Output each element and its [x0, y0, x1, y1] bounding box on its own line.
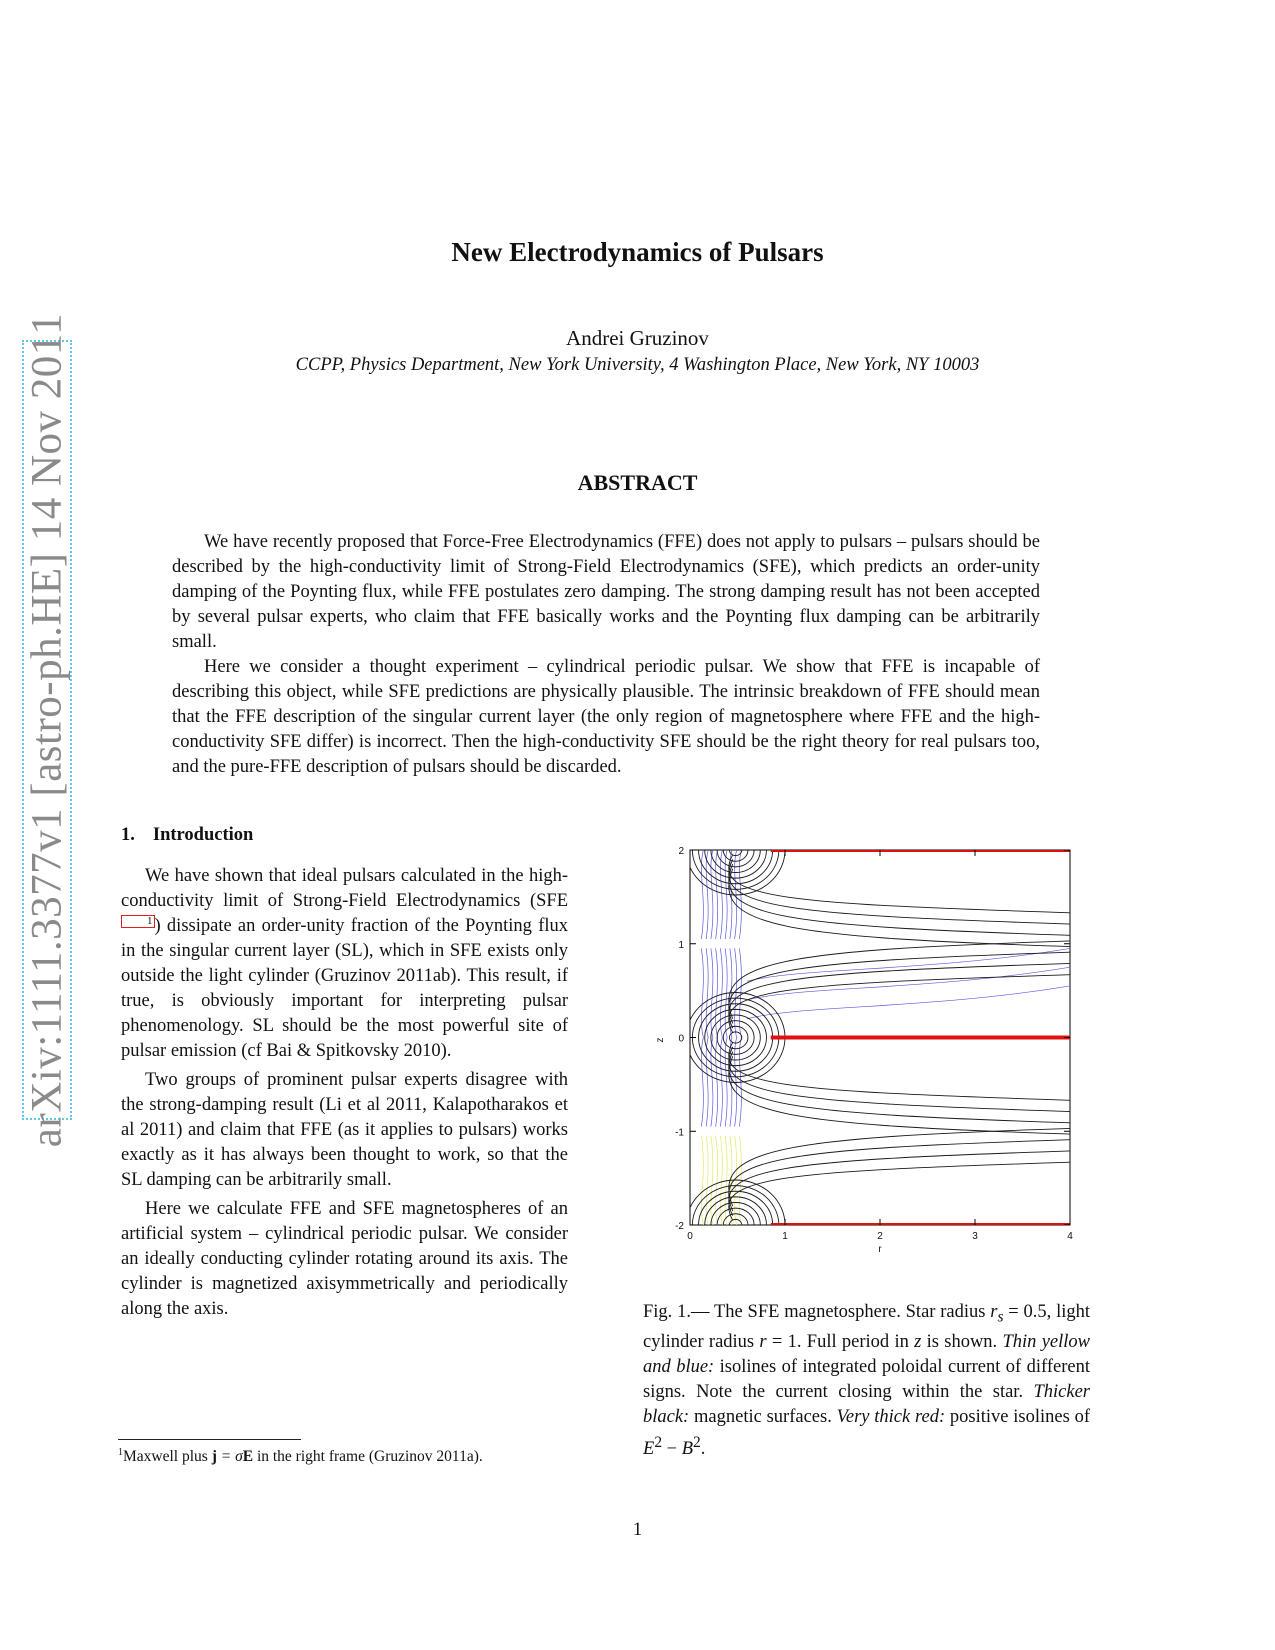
figure-caption — [643, 1300, 1090, 1462]
abstract-paragraph: We have recently proposed that Force-Free Electrodynamics (FFE) does not apply to pulsars – pulsars should be described by the high-conductivity limit of Strong-Field Electrodynamics (SFE), which predicts an order-unity damping of the Poynting flux, while FFE postulates zero damping. The strong damping result has not been accepted by several pulsar experts, who claim that FFE basically works and the Poynting flux damping can be arbitrarily small. — [172, 532, 1040, 652]
intro-paragraph — [121, 864, 568, 1064]
current-isoline — [747, 1244, 1070, 1260]
x-tick-label: 2 — [877, 1231, 883, 1242]
abstract-body — [172, 530, 1040, 780]
y-axis-label: z — [655, 1037, 666, 1043]
caption-text: magnetic surfaces. — [689, 1406, 837, 1427]
magnetic-surface — [729, 1230, 1070, 1260]
arxiv-stamp-text: arXiv:1111.3377v1 [astro-ph.HE] 14 Nov 2011 — [23, 312, 71, 1148]
footnote-text: in the right frame (Gruzinov 2011a). — [253, 1448, 483, 1466]
caption-math: 2 — [693, 1433, 701, 1451]
footnote — [118, 1447, 483, 1466]
section-title: Introduction — [152, 825, 254, 845]
caption-math: 2 — [654, 1433, 663, 1451]
caption-text: positive isolines of — [945, 1406, 1090, 1427]
x-tick-label: 0 — [687, 1231, 693, 1242]
magnetic-surface — [729, 840, 1070, 845]
paper-title: New Electrodynamics of Pulsars — [451, 237, 824, 267]
caption-math: s — [997, 1308, 1004, 1326]
section-heading — [121, 825, 253, 846]
y-tick-label: 1 — [678, 939, 684, 951]
caption-text: = 1. Full period in — [766, 1331, 915, 1352]
caption-italic: Thicker black: — [643, 1381, 1090, 1427]
author-affiliation: CCPP, Physics Department, New York University, 4 Washington Place, New York, NY 10003 — [295, 355, 980, 375]
caption-text: − — [662, 1438, 682, 1459]
section-number: 1. — [121, 825, 135, 845]
caption-text: . — [700, 1438, 706, 1459]
footnote-symbol: j — [211, 1448, 217, 1466]
caption-italic: Very thick red: — [836, 1406, 946, 1427]
magnetic-surface — [729, 840, 1070, 841]
magnetic-surface — [729, 1234, 1070, 1260]
page-number: 1 — [632, 1520, 643, 1540]
y-tick-label: -1 — [675, 1127, 684, 1139]
y-tick-label: 0 — [678, 1033, 684, 1045]
footnote-symbol: = σ — [216, 1448, 243, 1466]
footnote-mark: 1 — [118, 1447, 123, 1458]
caption-text: isolines of integrated poloidal current of different signs. Note the current closing within the star. — [643, 1356, 1091, 1402]
caption-text: The SFE magnetosphere. Star radius — [709, 1302, 991, 1322]
intro-body — [121, 864, 568, 1326]
x-axis-label: r — [878, 1244, 882, 1255]
magnetosphere-plot — [650, 840, 1090, 1260]
caption-math: z — [914, 1331, 922, 1352]
magnetic-surface — [729, 1244, 1070, 1260]
author-name: Andrei Gruzinov — [566, 326, 709, 350]
arxiv-stamp — [22, 312, 72, 1148]
intro-paragraph: Two groups of prominent pulsar experts disagree with the strong-damping result (Li et al 2011, Kalapotharakos et al 2011) and claim that FFE (as it applies to pulsars) works exactly as it has always been thought to work, so that the SL damping can be arbitrarily small. — [121, 1070, 568, 1190]
abstract-heading: ABSTRACT — [577, 470, 698, 495]
caption-math: r — [759, 1331, 767, 1352]
intro-paragraph: Here we calculate FFE and SFE magnetospheres of an artificial system – cylindrical periodic pulsar. We consider an ideally conducting cylinder rotating around its axis. The cylinder is magnetized axisymmetrically and periodically along the axis. — [121, 1199, 568, 1319]
caption-text: is shown. — [921, 1331, 1003, 1352]
caption-italic: Thin yellow and blue: — [643, 1331, 1090, 1377]
x-tick-label: 4 — [1067, 1231, 1073, 1242]
intro-text: ) dissipate an order-unity fraction of the Poynting flux in the singular current layer (SL), which in SFE exists only outside the light cylinder (Gruzinov 2011ab). This result, if true, is obviously important for interpreting pulsar phenomenology. SL should be the most powerful site of pulsar emission (cf Bai & Spitkovsky 2010). — [121, 916, 568, 1061]
x-tick-label: 1 — [782, 1231, 788, 1242]
caption-text: = 0.5, light cylinder radius — [643, 1302, 1090, 1352]
abstract-paragraph: Here we consider a thought experiment – cylindrical periodic pulsar. We show that FFE is incapable of describing this object, while SFE predictions are physically plausible. The intrinsic breakdown of FFE should mean that the FFE description of the singular current layer (the only region of magnetosphere where FFE and the high-conductivity SFE differ) is incorrect. Then the high-conductivity SFE should be the right theory for real pulsars too, and the pure-FFE description of pulsars should be discarded. — [172, 657, 1040, 777]
y-tick-label: 2 — [678, 846, 684, 857]
x-tick-label: 3 — [972, 1231, 978, 1242]
intro-text: We have shown that ideal pulsars calculated in the high-conductivity limit of Strong-Field Electrodynamics (SFE — [121, 866, 568, 911]
footnote-rule — [118, 1439, 301, 1440]
footnote-text: Maxwell plus — [123, 1448, 212, 1466]
y-tick-label: -2 — [675, 1221, 684, 1232]
figure-1 — [650, 840, 1090, 1260]
footnote-symbol: E — [242, 1448, 254, 1466]
caption-math: r — [990, 1302, 998, 1322]
caption-math: E — [643, 1438, 655, 1459]
caption-text: Fig. 1.— — [643, 1302, 710, 1322]
magnetic-surface — [729, 1239, 1070, 1260]
footnote-link[interactable]: 1 — [121, 915, 155, 928]
caption-math: B — [681, 1438, 694, 1459]
